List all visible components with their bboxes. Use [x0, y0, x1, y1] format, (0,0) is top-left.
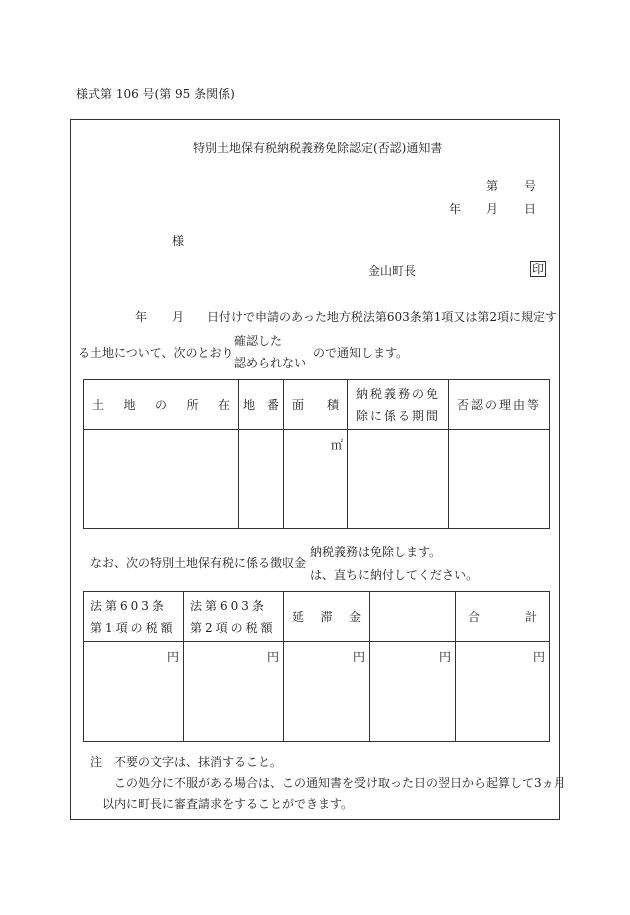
header-area: 面 積	[284, 380, 348, 430]
addressee-sama: 様	[172, 234, 185, 248]
land-table	[83, 379, 550, 529]
collection-option-exempt: 納税義務は免除します。	[310, 545, 442, 559]
cell-late-fee: 円	[284, 642, 370, 742]
cell-denial-reason	[449, 430, 550, 529]
header-art603-para2: 法第603条 第2項の税額	[184, 592, 284, 642]
header-denial-reason: 否認の理由等	[449, 380, 550, 430]
header-art603-para1: 法第603条 第1項の税額	[84, 592, 184, 642]
seal-mark: 印	[532, 262, 545, 276]
cell-total: 円	[456, 642, 550, 742]
cell-area	[284, 430, 348, 529]
issuer-name: 金山町長	[368, 264, 417, 278]
choice-not-recognized: 認められない	[234, 356, 307, 370]
body-line2-start: る土地について、次のとおり	[78, 346, 234, 360]
cell-blank: 円	[370, 642, 456, 742]
body-line2-end: ので通知します。	[313, 346, 409, 360]
body-year: 年	[135, 310, 148, 324]
note-appeal-line1: この処分に不服がある場合は、この通知書を受け取った日の翌日から起算して3ヵ月	[114, 776, 566, 790]
cell-art603-para1: 円	[84, 642, 184, 742]
note-label: 注	[90, 755, 103, 769]
date-day: 日	[524, 202, 537, 216]
header-blank	[370, 592, 456, 642]
cell-location	[84, 430, 239, 529]
document-title: 特別土地保有税納税義務免除認定(否認)通知書	[193, 141, 443, 155]
cell-lot-number	[239, 430, 284, 529]
note-appeal-line2: 以内に町長に審査請求をすることができます。	[102, 797, 354, 811]
header-total: 合 計	[456, 592, 550, 642]
header-exemption-period: 納税義務の免 除に係る期間	[348, 380, 449, 430]
area-unit: ㎡	[330, 438, 343, 452]
tax-table	[83, 591, 550, 742]
choice-confirmed: 確認した	[234, 334, 283, 348]
header-late-fee: 延 滞 金	[284, 592, 370, 642]
header-location: 土 地 の 所 在	[84, 380, 239, 430]
date-year: 年	[449, 202, 462, 216]
cell-art603-para2: 円	[184, 642, 284, 742]
cell-exemption-period	[348, 430, 449, 529]
header-lot-number: 地 番	[239, 380, 284, 430]
body-month: 月	[172, 310, 185, 324]
doc-number-dai: 第	[486, 179, 499, 193]
form-number: 様式第 106 号(第 95 条関係)	[76, 87, 235, 101]
collection-option-pay: は、直ちに納付してください。	[310, 568, 479, 582]
body-line1: 日付けで申請のあった地方税法第603条第1項又は第2項に規定す	[207, 310, 558, 324]
date-month: 月	[486, 202, 499, 216]
doc-number-go: 号	[524, 179, 537, 193]
collection-prefix: なお、次の特別土地保有税に係る徴収金	[90, 556, 307, 570]
note-strikeout: 不要の文字は、抹消すること。	[114, 755, 283, 769]
